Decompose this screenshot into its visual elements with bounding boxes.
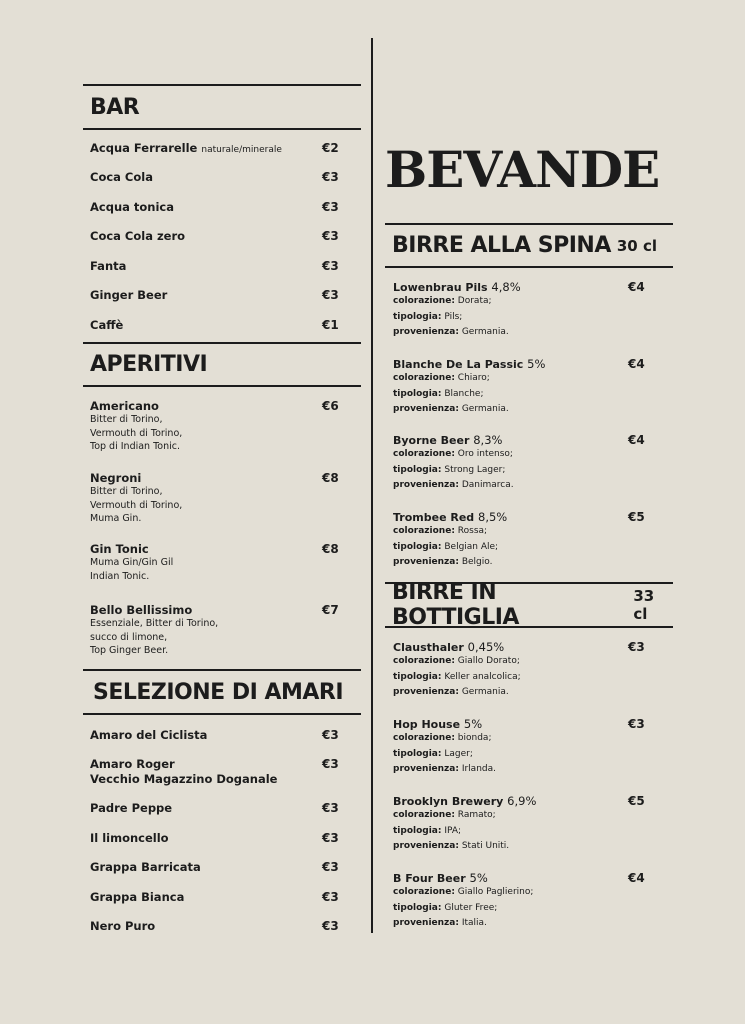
item-price: €3 xyxy=(322,801,339,815)
amaro-item xyxy=(83,919,368,933)
label-provenienza: provenienza: xyxy=(393,918,459,928)
aperitivi-heading: APERITIVI xyxy=(90,352,208,377)
section-heading-aperitivi xyxy=(83,342,361,387)
label-colorazione: colorazione: xyxy=(393,887,455,897)
item-desc-line: Muma Gin/Gin Gil xyxy=(90,557,174,568)
label-tipologia: tipologia: xyxy=(393,388,442,399)
beer-colorazione: Ramato; xyxy=(457,810,496,820)
item-desc-line: succo di limone, xyxy=(90,631,168,643)
item-name: Negroni xyxy=(90,471,142,485)
label-tipologia: tipologia: xyxy=(393,902,442,913)
item-price: €3 xyxy=(322,288,339,302)
beer-provenienza: Belgio. xyxy=(461,557,493,567)
label-provenienza: provenienza: xyxy=(393,327,459,337)
aperitivo-item xyxy=(83,399,368,454)
item-note: naturale/minerale xyxy=(201,145,282,155)
item-name: Coca Cola xyxy=(90,170,153,184)
section-heading-amari xyxy=(83,669,361,715)
beer-provenienza: Stati Uniti. xyxy=(461,841,510,851)
spina-unit: 30 cl xyxy=(616,236,658,255)
beer-colorazione: Rossa; xyxy=(457,526,488,536)
label-colorazione: colorazione: xyxy=(393,733,455,743)
bottiglia-unit: 33 cl xyxy=(633,587,655,623)
item-desc-line: Top Ginger Beer. xyxy=(90,645,169,656)
item-price: €3 xyxy=(322,919,339,933)
beer-abv: 5% xyxy=(463,717,483,731)
item-name: Coca Cola zero xyxy=(90,229,186,243)
bar-item xyxy=(83,200,368,214)
beer-tipologia: Strong Lager; xyxy=(444,464,506,475)
bar-item xyxy=(83,259,368,273)
amaro-item xyxy=(83,757,368,787)
item-name: Ginger Beer xyxy=(90,288,168,302)
beer-provenienza: Germania. xyxy=(461,687,509,697)
item-name: Il limoncello xyxy=(90,831,169,845)
beer-item xyxy=(393,357,671,418)
bar-heading: BAR xyxy=(90,94,140,120)
label-tipologia: tipologia: xyxy=(393,541,442,552)
item-desc-line: Vermouth di Torino, xyxy=(90,499,183,511)
label-colorazione: colorazione: xyxy=(393,810,455,820)
beer-provenienza: Germania. xyxy=(461,327,509,337)
beer-price: €4 xyxy=(628,357,645,371)
beer-colorazione: Chiaro; xyxy=(457,373,490,383)
item-price: €3 xyxy=(322,860,339,874)
label-colorazione: colorazione: xyxy=(393,449,455,459)
beer-tipologia: Keller analcolica; xyxy=(444,671,521,682)
bar-item xyxy=(83,318,368,332)
item-name: Grappa Barricata xyxy=(90,860,201,874)
beer-abv: 5% xyxy=(527,357,546,371)
aperitivo-item xyxy=(83,603,368,658)
label-tipologia: tipologia: xyxy=(393,825,442,836)
bar-item xyxy=(83,170,368,184)
beer-price: €4 xyxy=(628,433,645,447)
beer-price: €3 xyxy=(628,640,645,654)
amaro-item xyxy=(83,831,368,845)
item-price: €8 xyxy=(322,471,339,485)
beer-name: Blanche De La Passic xyxy=(393,358,524,371)
aperitivo-item xyxy=(83,542,368,583)
label-tipologia: tipologia: xyxy=(393,748,442,759)
beer-abv: 5% xyxy=(469,871,488,885)
spina-heading: BIRRE ALLA SPINA xyxy=(392,233,611,258)
beer-item xyxy=(393,433,671,494)
item-price: €6 xyxy=(322,399,339,413)
amaro-item xyxy=(83,728,368,742)
label-provenienza: provenienza: xyxy=(393,841,459,851)
beer-item xyxy=(393,640,671,701)
beer-tipologia: Gluter Free; xyxy=(444,902,498,913)
amari-heading: SELEZIONE DI AMARI xyxy=(93,679,344,705)
aperitivo-item xyxy=(83,471,368,526)
beer-price: €4 xyxy=(628,280,645,294)
bottiglia-heading: BIRRE IN BOTTIGLIA xyxy=(392,580,519,630)
item-desc-line: Top di Indian Tonic. xyxy=(90,441,180,452)
bar-item xyxy=(83,229,368,243)
item-name: Amaro del Ciclista xyxy=(90,728,208,742)
label-colorazione: colorazione: xyxy=(393,656,455,666)
beer-tipologia: Blanche; xyxy=(444,388,484,399)
bar-item xyxy=(83,141,368,155)
beer-name: Brooklyn Brewery xyxy=(393,795,504,808)
beer-colorazione: Giallo Dorato; xyxy=(457,656,520,666)
beer-colorazione: bionda; xyxy=(457,733,492,743)
label-tipologia: tipologia: xyxy=(393,311,442,322)
item-name: Americano xyxy=(90,399,159,413)
beer-tipologia: Lager; xyxy=(444,748,473,759)
item-name: Caffè xyxy=(90,318,124,332)
item-name: Acqua tonica xyxy=(90,200,175,214)
item-price: €8 xyxy=(322,542,339,556)
beer-tipologia: Pils; xyxy=(444,311,463,322)
item-price: €3 xyxy=(322,728,339,742)
item-name: Acqua Ferrarelle xyxy=(90,141,198,155)
beer-item xyxy=(393,871,671,932)
section-heading-bottiglia xyxy=(385,582,673,628)
amaro-item xyxy=(83,860,368,874)
label-provenienza: provenienza: xyxy=(393,764,459,774)
item-name: Bello Bellissimo xyxy=(90,603,193,617)
item-price: €3 xyxy=(322,831,339,845)
page-title: BEVANDE xyxy=(385,140,660,199)
item-price: €7 xyxy=(322,603,339,617)
amaro-item xyxy=(83,801,368,815)
label-tipologia: tipologia: xyxy=(393,464,442,475)
beer-abv: 8,5% xyxy=(478,510,508,524)
beer-name: Byorne Beer xyxy=(393,434,470,447)
item-desc-line: Indian Tonic. xyxy=(90,570,150,582)
beer-name: Hop House xyxy=(393,718,461,731)
section-heading-bar xyxy=(83,84,361,130)
beer-abv: 4,8% xyxy=(491,280,521,294)
beer-name: Clausthaler xyxy=(393,641,464,654)
item-name: Grappa Bianca xyxy=(90,890,185,904)
beer-provenienza: Danimarca. xyxy=(461,480,514,490)
beer-abv: 8,3% xyxy=(473,433,503,447)
bar-item xyxy=(83,288,368,302)
beer-item xyxy=(393,794,671,855)
item-desc-line: Muma Gin. xyxy=(90,513,142,524)
column-divider xyxy=(371,38,373,933)
beer-item xyxy=(393,280,671,341)
label-provenienza: provenienza: xyxy=(393,687,459,697)
beer-name: Lowenbrau Pils xyxy=(393,281,488,294)
beer-price: €4 xyxy=(628,871,645,885)
label-provenienza: provenienza: xyxy=(393,557,459,567)
label-colorazione: colorazione: xyxy=(393,373,455,383)
label-colorazione: colorazione: xyxy=(393,526,455,536)
amari-list xyxy=(83,715,361,945)
beer-colorazione: Dorata; xyxy=(457,296,492,306)
item-price: €1 xyxy=(322,318,339,332)
item-price: €3 xyxy=(322,890,339,904)
beer-price: €3 xyxy=(628,717,645,731)
beer-provenienza: Italia. xyxy=(461,918,487,928)
beer-item xyxy=(393,510,671,571)
beer-abv: 6,9% xyxy=(507,794,537,808)
label-provenienza: provenienza: xyxy=(393,404,459,414)
item-name-line2: Vecchio Magazzino Doganale xyxy=(90,772,278,786)
label-colorazione: colorazione: xyxy=(393,296,455,306)
beer-provenienza: Irlanda. xyxy=(461,764,496,774)
beer-price: €5 xyxy=(628,794,645,808)
label-provenienza: provenienza: xyxy=(393,480,459,490)
item-name: Amaro Roger xyxy=(90,757,175,771)
item-desc-line: Bitter di Torino, xyxy=(90,414,163,425)
aperitivi-list xyxy=(83,387,361,669)
beer-colorazione: Oro intenso; xyxy=(457,449,513,459)
item-name: Padre Peppe xyxy=(90,801,173,815)
beer-name: Trombee Red xyxy=(393,511,475,524)
bar-list xyxy=(83,130,361,342)
left-column xyxy=(83,84,361,945)
item-price: €3 xyxy=(322,757,339,771)
beer-abv: 0,45% xyxy=(467,640,505,654)
item-price: €3 xyxy=(322,170,339,184)
label-tipologia: tipologia: xyxy=(393,671,442,682)
beer-tipologia: Belgian Ale; xyxy=(444,541,499,552)
amaro-item xyxy=(83,890,368,904)
item-desc-line: Bitter di Torino, xyxy=(90,486,163,497)
beer-name: B Four Beer xyxy=(393,872,466,885)
item-price: €3 xyxy=(322,259,339,273)
beer-colorazione: Giallo Paglierino; xyxy=(457,887,534,897)
beer-item xyxy=(393,717,671,778)
item-price: €3 xyxy=(322,229,339,243)
item-desc-line: Essenziale, Bitter di Torino, xyxy=(90,618,219,629)
item-price: €3 xyxy=(322,200,339,214)
beer-price: €5 xyxy=(628,510,645,524)
beer-tipologia: IPA; xyxy=(444,825,462,836)
item-name: Nero Puro xyxy=(90,919,156,933)
item-desc-line: Vermouth di Torino, xyxy=(90,427,183,439)
item-name: Gin Tonic xyxy=(90,542,149,556)
item-price: €2 xyxy=(322,141,339,155)
item-name: Fanta xyxy=(90,259,127,273)
section-heading-spina xyxy=(385,223,673,268)
beer-provenienza: Germania. xyxy=(461,404,509,414)
